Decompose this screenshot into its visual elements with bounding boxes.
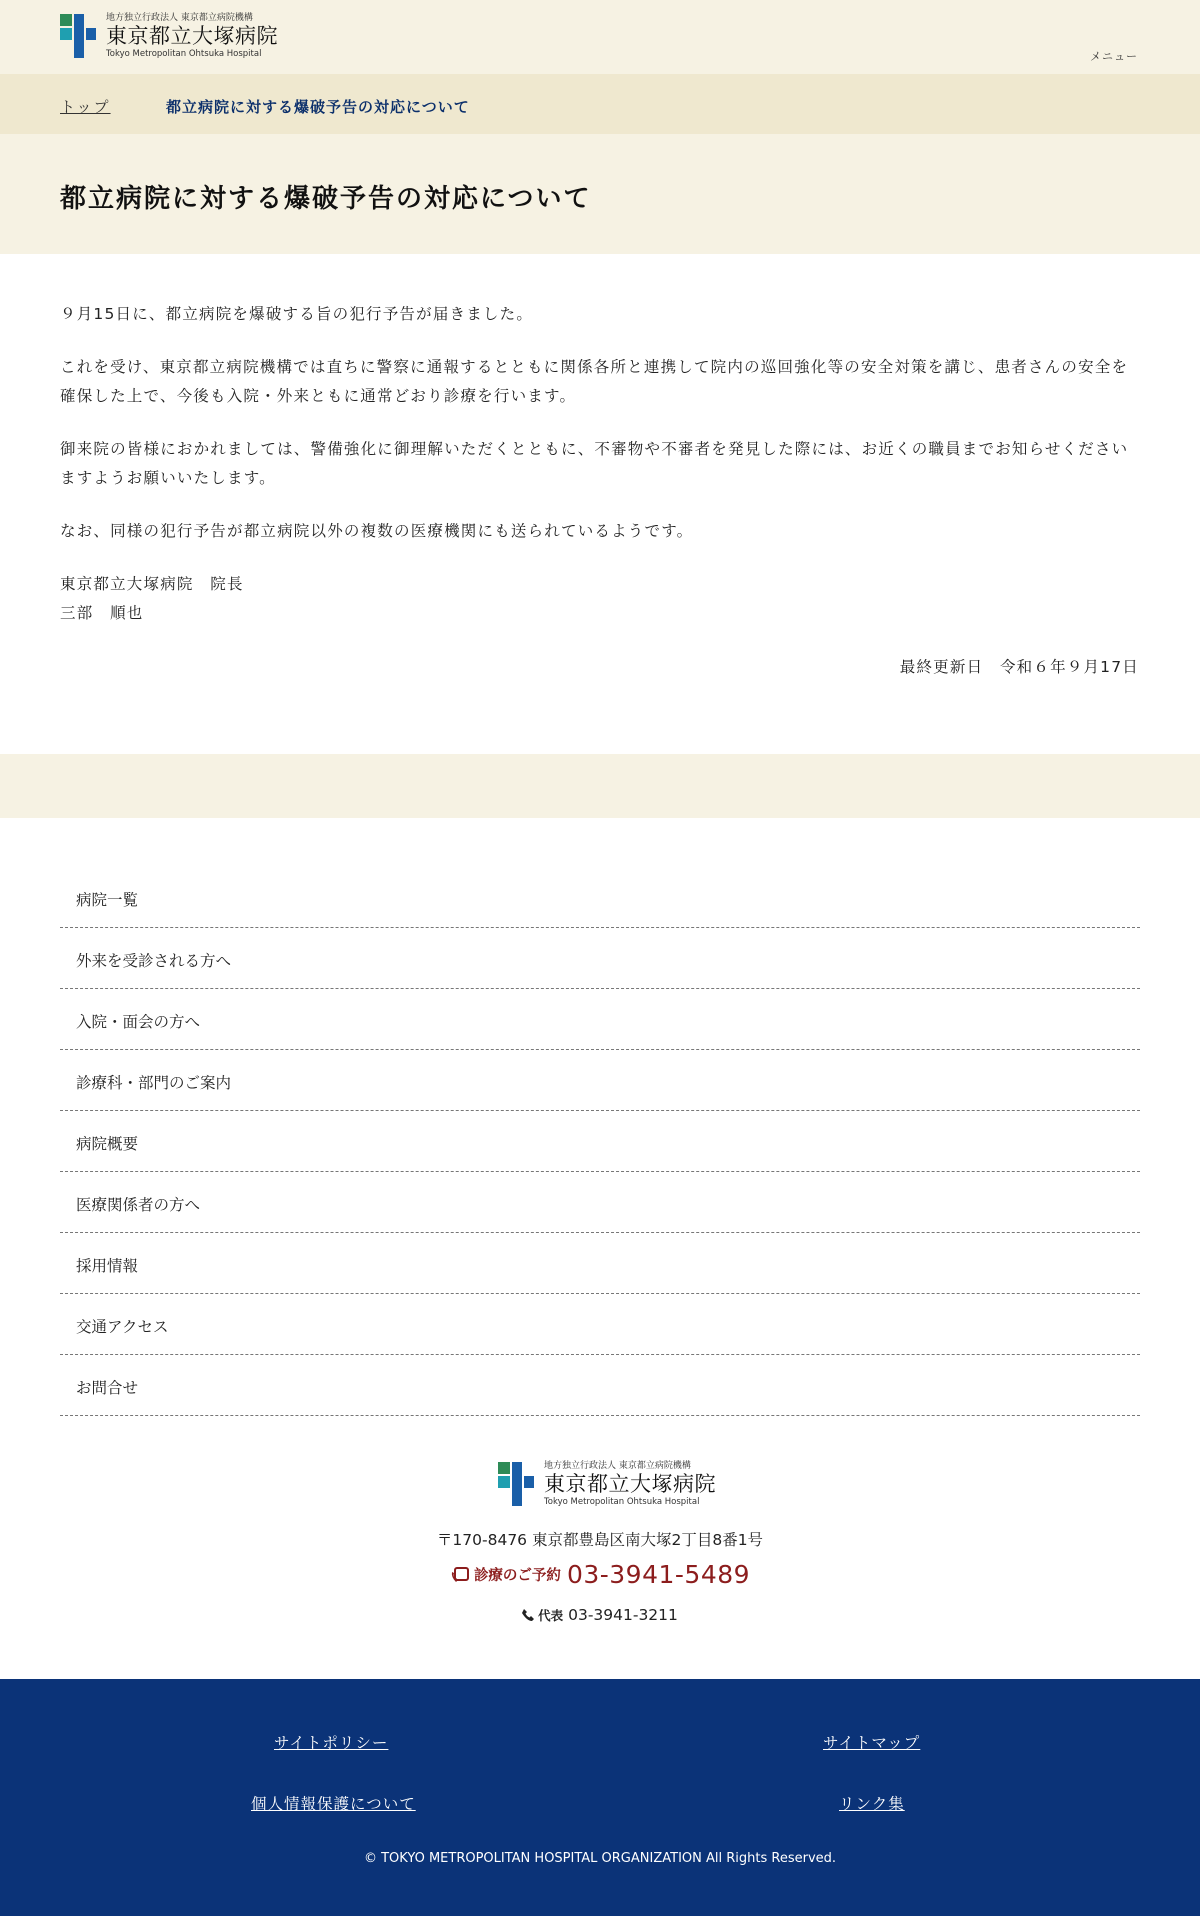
- hospital-logo-mark-icon: [60, 14, 96, 58]
- article-paragraph: なお、同様の犯行予告が都立病院以外の複数の医療機関にも送られているようです。: [60, 522, 694, 540]
- last-updated-date: 最終更新日 令和６年９月17日: [899, 658, 1139, 676]
- footer-nav: [60, 867, 1140, 1416]
- page-title: 都立病院に対する爆破予告の対応について: [60, 184, 592, 214]
- logo-org-name: 地方独立行政法人 東京都立病院機構: [106, 13, 253, 23]
- reservation-phone[interactable]: [0, 1560, 1200, 1589]
- breadcrumb-current: 都立病院に対する爆破予告の対応について: [166, 98, 470, 116]
- footer-nav-label: 交通アクセス: [76, 1318, 169, 1336]
- logo-hospital-name-en: Tokyo Metropolitan Ohtsuka Hospital: [106, 49, 262, 59]
- footer-nav-label: 入院・面会の方へ: [76, 1013, 201, 1031]
- bottom-footer: [0, 1679, 1200, 1916]
- footer-nav-label: 外来を受診される方へ: [76, 952, 232, 970]
- logo-text: [106, 14, 278, 59]
- footer-nav-item-contact[interactable]: [60, 1355, 1140, 1416]
- logo-text: [544, 1462, 716, 1507]
- article-paragraph: これを受け、東京都立病院機構では直ちに警察に通報するとともに関係各所と連携して院内の巡回強化等の安全対策を講じ、患者さんの安全を確保した上で、今後も入院・外来ともに通常どおり診療を行います。: [60, 358, 1129, 405]
- footer-nav-item-hospital-list[interactable]: [60, 867, 1140, 928]
- article-paragraph: ９月15日に、都立病院を爆破する旨の犯行予告が届きました。: [60, 305, 534, 323]
- logo-hospital-name: 東京都立大塚病院: [106, 24, 278, 48]
- footer-nav-label: 病院概要: [76, 1135, 139, 1153]
- article-paragraph: 御来院の皆様におかれましては、警備強化に御理解いただくとともに、不審物や不審者を発見した際には、お近くの職員までお知らせくださいますようお願いいたします。: [60, 440, 1129, 487]
- logo-hospital-name: 東京都立大塚病院: [544, 1472, 716, 1496]
- hospital-address: 〒170-8476 東京都豊島区南大塚2丁目8番1号: [436, 1531, 764, 1549]
- footer-nav-label: 診療科・部門のご案内: [76, 1074, 232, 1092]
- footer-nav-item-outpatient[interactable]: [60, 928, 1140, 989]
- site-policy-link[interactable]: サイトポリシー: [274, 1734, 389, 1752]
- logo-hospital-name-en: Tokyo Metropolitan Ohtsuka Hospital: [544, 1497, 700, 1507]
- footer-nav-label: 医療関係者の方へ: [76, 1196, 201, 1214]
- header-logo[interactable]: [60, 14, 278, 59]
- footer-nav-item-overview[interactable]: [60, 1111, 1140, 1172]
- copyright: © TOKYO METROPOLITAN HOSPITAL ORGANIZATION All Rights Reserved.: [363, 1851, 837, 1866]
- reservation-number[interactable]: 03-3941-5489: [566, 1560, 751, 1589]
- footer-nav-item-inpatient[interactable]: [60, 989, 1140, 1050]
- main-phone[interactable]: [0, 1606, 1200, 1624]
- sitemap-link[interactable]: サイトマップ: [823, 1734, 921, 1752]
- footer-nav-item-access[interactable]: [60, 1294, 1140, 1355]
- logo-org-name: 地方独立行政法人 東京都立病院機構: [544, 1461, 691, 1471]
- footer-logo[interactable]: [498, 1462, 716, 1507]
- footer-nav-item-recruitment[interactable]: [60, 1233, 1140, 1294]
- article-body: [60, 300, 1140, 628]
- footer-nav-label: 採用情報: [76, 1257, 139, 1275]
- footer-nav-label: 病院一覧: [76, 891, 139, 909]
- privacy-link[interactable]: 個人情報保護について: [251, 1795, 416, 1813]
- links-collection-link[interactable]: リンク集: [839, 1795, 905, 1813]
- menu-button[interactable]: メニュー: [1090, 50, 1138, 63]
- signature-name: 三部 順也: [60, 604, 144, 622]
- section-divider-band: [0, 754, 1200, 818]
- footer-nav-item-medical-professionals[interactable]: [60, 1172, 1140, 1233]
- footer-nav-label: お問合せ: [76, 1379, 139, 1397]
- signature: [60, 570, 1140, 628]
- footer-nav-item-departments[interactable]: [60, 1050, 1140, 1111]
- reservation-label: 診療のご予約: [473, 1568, 561, 1584]
- main-phone-number[interactable]: 03-3941-3211: [568, 1606, 678, 1624]
- phone-icon: [522, 1609, 534, 1621]
- calendar-phone-icon: [450, 1566, 470, 1584]
- title-band: [0, 134, 1200, 254]
- hospital-logo-mark-icon: [498, 1462, 534, 1506]
- breadcrumb-home-link[interactable]: トップ: [60, 98, 111, 116]
- breadcrumb: [0, 74, 1200, 134]
- main-phone-label: 代表: [538, 1608, 564, 1623]
- site-header: [0, 0, 1200, 74]
- signature-title: 東京都立大塚病院 院長: [60, 575, 244, 593]
